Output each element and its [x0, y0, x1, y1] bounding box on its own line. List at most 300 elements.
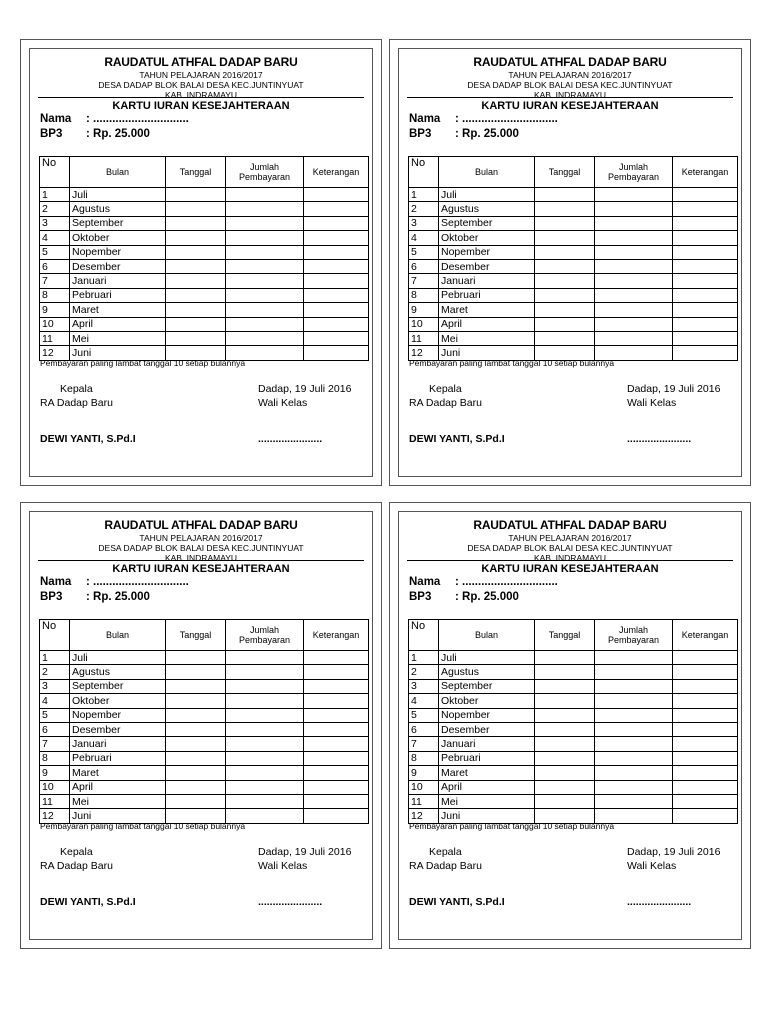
- school-address: DESA DADAP BLOK BALAI DESA KEC.JUNTINYUAT: [467, 543, 673, 553]
- row-number: 6: [40, 722, 70, 736]
- column-header: Jumlah Pembayaran: [595, 620, 673, 651]
- row-number: 4: [40, 694, 70, 708]
- name-label: Nama: [40, 576, 72, 588]
- row-remarks: [304, 694, 369, 708]
- table-row: [409, 317, 738, 331]
- signature-line: ......................: [627, 896, 692, 908]
- row-number: 12: [409, 809, 439, 823]
- place-date: Dadap, 19 Juli 2016: [258, 846, 352, 858]
- school-name: RAUDATUL ATHFAL DADAP BARU: [473, 55, 667, 69]
- table-row: [409, 651, 738, 665]
- row-amount: [595, 737, 673, 751]
- payment-table: [408, 156, 738, 361]
- row-number: 6: [409, 259, 439, 273]
- row-remarks: [673, 274, 738, 288]
- row-number: 3: [40, 216, 70, 230]
- table-row: [409, 245, 738, 259]
- row-date: [166, 766, 226, 780]
- table-row: [409, 722, 738, 736]
- row-number: 9: [409, 303, 439, 317]
- school-district: KAB. INDRAMAYU: [164, 553, 238, 563]
- row-date: [535, 708, 595, 722]
- school-name: RAUDATUL ATHFAL DADAP BARU: [104, 55, 298, 69]
- table-row: [40, 274, 369, 288]
- row-number: 7: [40, 274, 70, 288]
- teacher-title: Wali Kelas: [258, 860, 308, 872]
- row-month: Juni: [70, 809, 166, 823]
- row-date: [166, 751, 226, 765]
- table-row: [409, 665, 738, 679]
- card-frame: [398, 48, 742, 477]
- name-value: : ..............................: [455, 576, 558, 588]
- row-date: [166, 679, 226, 693]
- row-month: Pebruari: [70, 751, 166, 765]
- bp3-value: : Rp. 25.000: [86, 591, 150, 603]
- row-remarks: [304, 274, 369, 288]
- payment-card: [389, 39, 751, 486]
- teacher-title: Wali Kelas: [627, 860, 677, 872]
- card-frame: [398, 511, 742, 940]
- payment-card: [20, 502, 382, 949]
- row-amount: [226, 708, 304, 722]
- row-amount: [226, 188, 304, 202]
- institution-name: RA Dadap Baru: [40, 860, 113, 872]
- row-remarks: [304, 809, 369, 823]
- row-month: Juni: [439, 809, 535, 823]
- table-row: [40, 303, 369, 317]
- row-number: 11: [40, 331, 70, 345]
- row-date: [166, 780, 226, 794]
- row-date: [535, 694, 595, 708]
- bp3-value: : Rp. 25.000: [455, 591, 519, 603]
- column-header: Keterangan: [304, 157, 369, 188]
- row-number: 4: [409, 231, 439, 245]
- school-year: TAHUN PELAJARAN 2016/2017: [139, 533, 263, 543]
- table-row: [40, 708, 369, 722]
- row-remarks: [304, 303, 369, 317]
- column-header: Jumlah Pembayaran: [226, 620, 304, 651]
- row-remarks: [304, 722, 369, 736]
- card-frame: [29, 511, 373, 940]
- school-name: RAUDATUL ATHFAL DADAP BARU: [473, 518, 667, 532]
- row-remarks: [673, 722, 738, 736]
- row-date: [535, 665, 595, 679]
- row-number: 5: [409, 708, 439, 722]
- row-number: 9: [409, 766, 439, 780]
- row-number: 5: [409, 245, 439, 259]
- table-row: [40, 288, 369, 302]
- header-divider: [407, 97, 733, 98]
- row-date: [166, 665, 226, 679]
- row-remarks: [673, 809, 738, 823]
- row-remarks: [304, 245, 369, 259]
- bp3-label: BP3: [409, 591, 432, 603]
- table-row: [409, 188, 738, 202]
- table-row: [409, 780, 738, 794]
- row-remarks: [673, 202, 738, 216]
- row-amount: [226, 722, 304, 736]
- name-label: Nama: [40, 113, 72, 125]
- card-title: KARTU IURAN KESEJAHTERAAN: [112, 563, 290, 575]
- column-header: Jumlah Pembayaran: [595, 157, 673, 188]
- row-remarks: [304, 231, 369, 245]
- payment-table: [408, 619, 738, 824]
- row-amount: [226, 794, 304, 808]
- row-date: [166, 288, 226, 302]
- header-divider: [407, 560, 733, 561]
- row-month: April: [70, 317, 166, 331]
- row-month: Oktober: [439, 694, 535, 708]
- row-number: 6: [40, 259, 70, 273]
- row-month: Nopember: [439, 245, 535, 259]
- row-date: [535, 722, 595, 736]
- row-month: April: [439, 780, 535, 794]
- table-row: [409, 766, 738, 780]
- row-remarks: [673, 751, 738, 765]
- row-month: Januari: [439, 274, 535, 288]
- signer-name: DEWI YANTI, S.Pd.I: [409, 896, 505, 908]
- row-remarks: [304, 679, 369, 693]
- card-title: KARTU IURAN KESEJAHTERAAN: [481, 100, 659, 112]
- row-date: [166, 722, 226, 736]
- row-date: [166, 259, 226, 273]
- row-remarks: [673, 188, 738, 202]
- table-row: [40, 245, 369, 259]
- signer-name: DEWI YANTI, S.Pd.I: [40, 896, 136, 908]
- column-header: Bulan: [70, 620, 166, 651]
- row-remarks: [304, 651, 369, 665]
- row-number: 9: [40, 766, 70, 780]
- row-date: [535, 188, 595, 202]
- table-row: [409, 288, 738, 302]
- row-month: Maret: [439, 766, 535, 780]
- row-remarks: [304, 188, 369, 202]
- row-date: [535, 317, 595, 331]
- table-row: [40, 737, 369, 751]
- row-month: Desember: [70, 722, 166, 736]
- row-remarks: [304, 331, 369, 345]
- table-row: [40, 651, 369, 665]
- table-row: [40, 202, 369, 216]
- school-district: KAB. INDRAMAYU: [533, 553, 607, 563]
- row-month: Oktober: [70, 231, 166, 245]
- column-header: Keterangan: [304, 620, 369, 651]
- row-month: Maret: [439, 303, 535, 317]
- signature-line: ......................: [627, 433, 692, 445]
- row-amount: [595, 303, 673, 317]
- payment-note: Pembayaran paling lambat tanggal 10 setiap bulannya: [409, 821, 615, 831]
- table-row: [409, 694, 738, 708]
- row-number: 12: [40, 809, 70, 823]
- row-number: 3: [40, 679, 70, 693]
- row-amount: [226, 751, 304, 765]
- row-date: [535, 202, 595, 216]
- teacher-title: Wali Kelas: [627, 397, 677, 409]
- row-remarks: [304, 665, 369, 679]
- column-header: No: [409, 157, 439, 188]
- table-row: [409, 751, 738, 765]
- row-remarks: [673, 231, 738, 245]
- row-month: Juni: [439, 346, 535, 360]
- row-amount: [595, 751, 673, 765]
- row-remarks: [304, 751, 369, 765]
- bp3-value: : Rp. 25.000: [455, 128, 519, 140]
- column-header: Tanggal: [166, 157, 226, 188]
- header-divider: [38, 560, 364, 561]
- row-date: [535, 766, 595, 780]
- row-remarks: [673, 766, 738, 780]
- row-remarks: [304, 794, 369, 808]
- row-date: [166, 202, 226, 216]
- row-remarks: [673, 780, 738, 794]
- table-row: [40, 231, 369, 245]
- name-field: [40, 576, 189, 588]
- row-date: [166, 737, 226, 751]
- row-number: 3: [409, 679, 439, 693]
- row-amount: [226, 288, 304, 302]
- table-row: [40, 722, 369, 736]
- row-number: 8: [40, 751, 70, 765]
- row-date: [166, 245, 226, 259]
- row-amount: [595, 766, 673, 780]
- row-month: Agustus: [439, 665, 535, 679]
- row-month: Mei: [439, 331, 535, 345]
- table-row: [40, 694, 369, 708]
- place-date: Dadap, 19 Juli 2016: [627, 383, 721, 395]
- row-month: Agustus: [70, 665, 166, 679]
- row-date: [166, 708, 226, 722]
- signer-name: DEWI YANTI, S.Pd.I: [40, 433, 136, 445]
- row-amount: [226, 694, 304, 708]
- school-address: DESA DADAP BLOK BALAI DESA KEC.JUNTINYUAT: [98, 543, 304, 553]
- row-remarks: [673, 794, 738, 808]
- row-amount: [595, 651, 673, 665]
- row-number: 4: [40, 231, 70, 245]
- row-month: Mei: [439, 794, 535, 808]
- row-date: [166, 331, 226, 345]
- column-header: Keterangan: [673, 157, 738, 188]
- row-number: 11: [409, 331, 439, 345]
- row-amount: [226, 665, 304, 679]
- row-month: Pebruari: [439, 751, 535, 765]
- row-number: 1: [40, 651, 70, 665]
- row-date: [535, 259, 595, 273]
- row-number: 1: [409, 188, 439, 202]
- row-month: Desember: [439, 722, 535, 736]
- bp3-label: BP3: [40, 591, 63, 603]
- row-remarks: [304, 737, 369, 751]
- principal-title: Kepala: [60, 846, 93, 858]
- column-header: Bulan: [439, 157, 535, 188]
- row-number: 10: [409, 780, 439, 794]
- table-row: [40, 216, 369, 230]
- payment-table: [39, 156, 369, 361]
- row-date: [535, 331, 595, 345]
- school-district: KAB. INDRAMAYU: [533, 90, 607, 100]
- bp3-field: [40, 128, 150, 140]
- row-remarks: [673, 679, 738, 693]
- row-month: Mei: [70, 794, 166, 808]
- row-amount: [595, 245, 673, 259]
- row-remarks: [673, 216, 738, 230]
- row-number: 5: [40, 245, 70, 259]
- row-month: Desember: [70, 259, 166, 273]
- table-row: [40, 259, 369, 273]
- row-amount: [226, 231, 304, 245]
- row-date: [535, 679, 595, 693]
- row-amount: [595, 231, 673, 245]
- card-title: KARTU IURAN KESEJAHTERAAN: [481, 563, 659, 575]
- payment-note: Pembayaran paling lambat tanggal 10 setiap bulannya: [40, 821, 246, 831]
- row-number: 2: [40, 202, 70, 216]
- row-month: Juli: [70, 188, 166, 202]
- row-number: 11: [409, 794, 439, 808]
- row-number: 2: [40, 665, 70, 679]
- row-amount: [595, 188, 673, 202]
- row-date: [166, 216, 226, 230]
- row-amount: [226, 331, 304, 345]
- row-number: 11: [40, 794, 70, 808]
- institution-name: RA Dadap Baru: [40, 397, 113, 409]
- table-row: [40, 794, 369, 808]
- name-value: : ..............................: [86, 576, 189, 588]
- column-header: Tanggal: [535, 620, 595, 651]
- table-row: [409, 679, 738, 693]
- row-month: Maret: [70, 766, 166, 780]
- table-header-row: [409, 157, 738, 188]
- column-header: Keterangan: [673, 620, 738, 651]
- principal-title: Kepala: [429, 383, 462, 395]
- row-amount: [595, 331, 673, 345]
- table-row: [40, 780, 369, 794]
- row-amount: [226, 216, 304, 230]
- row-amount: [595, 694, 673, 708]
- row-number: 10: [40, 780, 70, 794]
- column-header: No: [40, 157, 70, 188]
- row-date: [166, 188, 226, 202]
- row-amount: [226, 780, 304, 794]
- row-number: 4: [409, 694, 439, 708]
- row-date: [166, 231, 226, 245]
- table-row: [409, 331, 738, 345]
- table-row: [40, 665, 369, 679]
- table-row: [40, 188, 369, 202]
- row-amount: [595, 317, 673, 331]
- row-amount: [226, 766, 304, 780]
- row-amount: [226, 737, 304, 751]
- teacher-title: Wali Kelas: [258, 397, 308, 409]
- row-date: [166, 317, 226, 331]
- row-month: Agustus: [70, 202, 166, 216]
- table-row: [409, 794, 738, 808]
- school-name: RAUDATUL ATHFAL DADAP BARU: [104, 518, 298, 532]
- row-month: Agustus: [439, 202, 535, 216]
- row-month: Pebruari: [70, 288, 166, 302]
- row-date: [166, 274, 226, 288]
- column-header: No: [409, 620, 439, 651]
- row-month: Juli: [439, 188, 535, 202]
- row-date: [535, 303, 595, 317]
- bp3-field: [409, 591, 519, 603]
- row-date: [166, 694, 226, 708]
- table-row: [40, 766, 369, 780]
- table-row: [409, 708, 738, 722]
- bp3-field: [40, 591, 150, 603]
- table-header-row: [409, 620, 738, 651]
- row-date: [535, 794, 595, 808]
- principal-title: Kepala: [60, 383, 93, 395]
- row-amount: [595, 259, 673, 273]
- name-value: : ..............................: [455, 113, 558, 125]
- row-number: 7: [409, 274, 439, 288]
- row-number: 10: [409, 317, 439, 331]
- row-amount: [595, 288, 673, 302]
- row-month: Januari: [439, 737, 535, 751]
- row-remarks: [673, 737, 738, 751]
- place-date: Dadap, 19 Juli 2016: [258, 383, 352, 395]
- school-address: DESA DADAP BLOK BALAI DESA KEC.JUNTINYUAT: [467, 80, 673, 90]
- row-month: Juli: [439, 651, 535, 665]
- principal-title: Kepala: [429, 846, 462, 858]
- row-remarks: [304, 780, 369, 794]
- name-value: : ..............................: [86, 113, 189, 125]
- table-row: [409, 737, 738, 751]
- row-remarks: [304, 259, 369, 273]
- row-amount: [595, 708, 673, 722]
- school-year: TAHUN PELAJARAN 2016/2017: [139, 70, 263, 80]
- row-remarks: [304, 766, 369, 780]
- row-month: September: [439, 679, 535, 693]
- institution-name: RA Dadap Baru: [409, 397, 482, 409]
- school-district: KAB. INDRAMAYU: [164, 90, 238, 100]
- column-header: Tanggal: [535, 157, 595, 188]
- row-amount: [595, 274, 673, 288]
- row-remarks: [673, 259, 738, 273]
- row-number: 8: [40, 288, 70, 302]
- row-amount: [226, 259, 304, 273]
- row-number: 3: [409, 216, 439, 230]
- table-row: [40, 317, 369, 331]
- row-month: Nopember: [70, 708, 166, 722]
- row-remarks: [304, 288, 369, 302]
- row-month: Oktober: [439, 231, 535, 245]
- row-remarks: [673, 303, 738, 317]
- table-row: [409, 274, 738, 288]
- column-header: Tanggal: [166, 620, 226, 651]
- row-remarks: [673, 245, 738, 259]
- school-address: DESA DADAP BLOK BALAI DESA KEC.JUNTINYUAT: [98, 80, 304, 90]
- row-date: [535, 288, 595, 302]
- row-month: Nopember: [439, 708, 535, 722]
- row-month: April: [70, 780, 166, 794]
- card-title: KARTU IURAN KESEJAHTERAAN: [112, 100, 290, 112]
- row-amount: [595, 794, 673, 808]
- row-number: 1: [40, 188, 70, 202]
- signature-line: ......................: [258, 433, 323, 445]
- table-row: [409, 202, 738, 216]
- bp3-label: BP3: [409, 128, 432, 140]
- bp3-value: : Rp. 25.000: [86, 128, 150, 140]
- row-amount: [226, 317, 304, 331]
- row-date: [166, 303, 226, 317]
- row-remarks: [673, 317, 738, 331]
- table-row: [40, 679, 369, 693]
- row-remarks: [673, 694, 738, 708]
- row-amount: [226, 274, 304, 288]
- row-date: [535, 780, 595, 794]
- row-amount: [595, 665, 673, 679]
- row-remarks: [304, 346, 369, 360]
